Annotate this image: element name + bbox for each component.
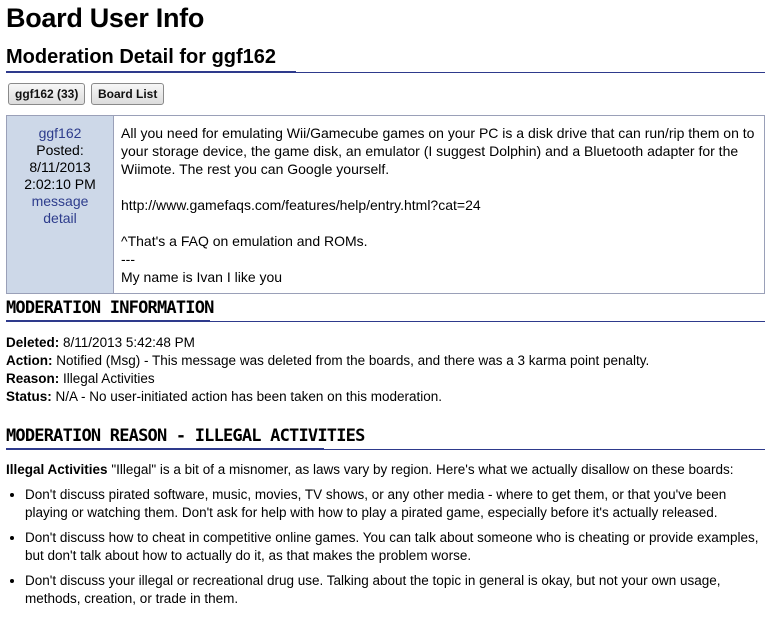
moderation-reason-header xyxy=(6,425,765,447)
subheader-accent-rule xyxy=(6,71,296,73)
subheader xyxy=(6,44,765,72)
posted-date: 8/11/2013 xyxy=(29,159,91,175)
moderation-reason xyxy=(6,461,765,608)
rules-list xyxy=(6,486,765,608)
action-label: Action: xyxy=(6,353,53,368)
reason-intro-text: "Illegal" is a bit of a misnomer, as laws vary by region. Here's what we actually disallow on these boards: xyxy=(111,462,734,477)
reason-row xyxy=(6,370,649,388)
message-detail-line1: message xyxy=(31,193,89,209)
deleted-row xyxy=(6,334,649,352)
section-accent-rule xyxy=(6,320,210,322)
action-row xyxy=(6,352,649,370)
moderation-detail-title: Moderation Detail for ggf162 xyxy=(6,46,277,68)
reason-label: Reason: xyxy=(6,371,60,386)
list-item: • Don't discuss pirated software, music, movies, TV shows, or any other media - where to get them, or that you've been playing or watching them. Don't ask for help with how to play a pirated game, especially before it's actually released. xyxy=(25,486,765,522)
reason-intro-label: Illegal Activities xyxy=(6,462,108,477)
moderation-information-header xyxy=(6,297,765,319)
moderation-information xyxy=(6,334,649,406)
posted-time: 2:02:10 PM xyxy=(24,176,96,192)
button-bar xyxy=(8,83,166,105)
message-body xyxy=(114,116,765,294)
page-title: Board User Info xyxy=(6,3,205,33)
moderation-information-heading: MODERATION INFORMATION xyxy=(6,298,214,318)
list-item: • Don't discuss how to cheat in competitive online games. You can talk about someone who is cheating or provide examples, but don't talk about how to actually do it, as that makes the problem worse. xyxy=(25,529,765,565)
signature-divider: --- xyxy=(121,251,135,267)
message-table xyxy=(6,115,765,294)
posted-label: Posted: xyxy=(36,142,84,158)
signature: My name is Ivan I like you xyxy=(121,269,283,285)
list-item: • Don't discuss your illegal or recreational drug use. Talking about the topic in general is okay, but not your own usage, methods, creation, or trade in them. xyxy=(25,572,765,608)
moderation-reason-heading: MODERATION REASON - ILLEGAL ACTIVITIES xyxy=(6,426,365,446)
message-paragraph: ^That's a FAQ on emulation and ROMs. xyxy=(121,233,368,249)
status-value: N/A - No user-initiated action has been taken on this moderation. xyxy=(55,389,443,404)
message-detail-link[interactable] xyxy=(32,193,89,226)
message-detail-line2: detail xyxy=(43,210,77,226)
reason-value: Illegal Activities xyxy=(63,371,155,386)
section-accent-rule xyxy=(6,448,324,450)
deleted-label: Deleted: xyxy=(6,335,60,350)
status-label: Status: xyxy=(6,389,52,404)
reason-intro xyxy=(6,461,765,479)
deleted-value: 8/11/2013 5:42:48 PM xyxy=(63,335,195,350)
message-paragraph: All you need for emulating Wii/Gamecube games on your PC is a disk drive that can run/rip them on to your storage device, the game disk, an emulator (I suggest Dolphin) and a Bluetooth adapter for the Wiimote. The rest you can Google yourself. xyxy=(121,125,755,177)
user-button[interactable]: ggf162 (33) xyxy=(8,83,85,105)
action-value: Notified (Msg) - This message was deleted from the boards, and there was a 3 karma point penalty. xyxy=(56,353,650,368)
message-author-cell xyxy=(7,116,114,294)
board-list-button[interactable]: Board List xyxy=(91,83,164,105)
status-row xyxy=(6,388,649,406)
author-link[interactable]: ggf162 xyxy=(38,125,82,141)
message-url: http://www.gamefaqs.com/features/help/entry.html?cat=24 xyxy=(121,197,481,213)
